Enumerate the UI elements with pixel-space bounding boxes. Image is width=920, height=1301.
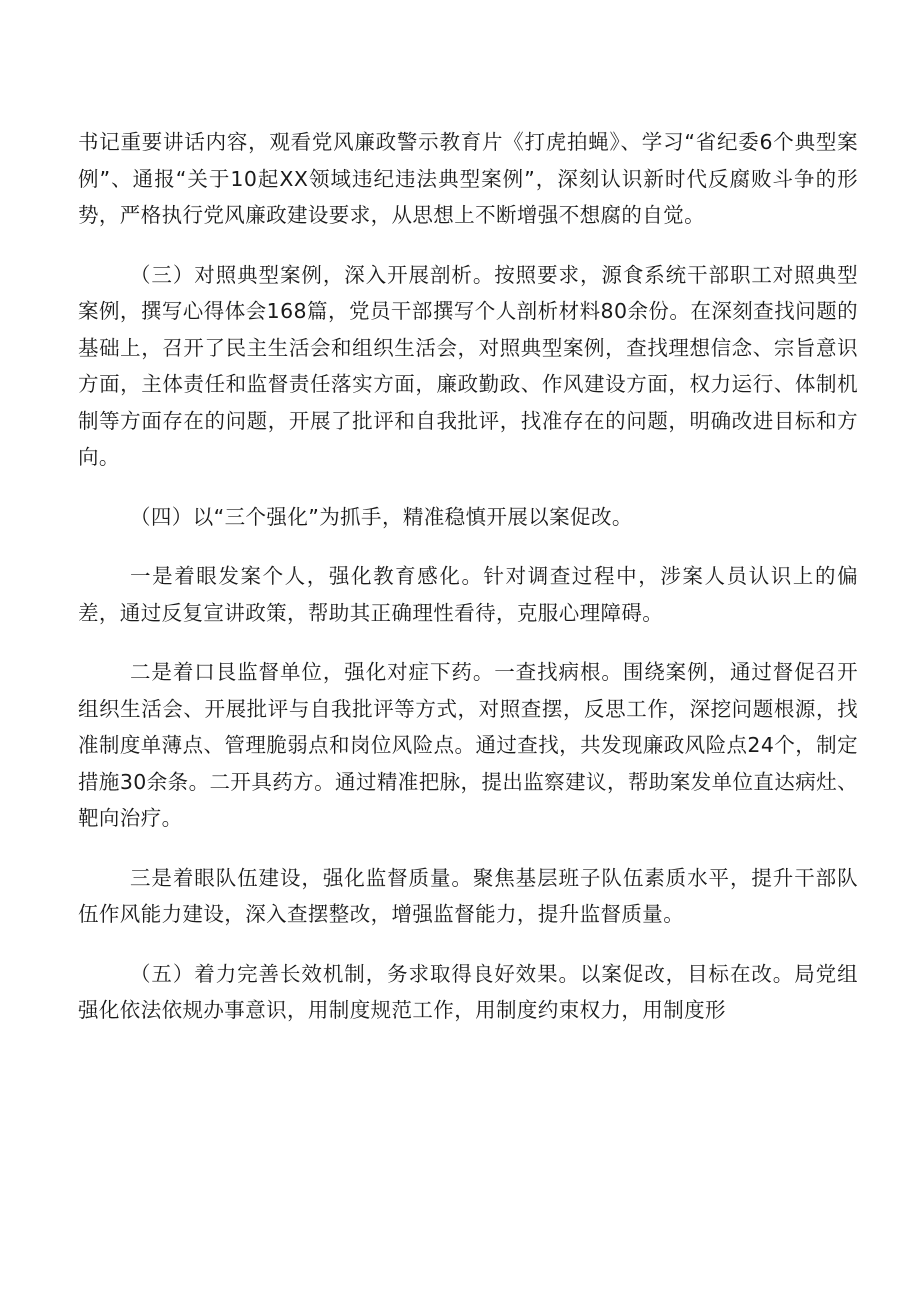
paragraph-section-3-case-analysis: （三）对照典型案例，深入开展剖析。按照要求，源食系统干部职工对照典型案例，撰写心得体会168篇，党员干部撰写个人剖析材料80余份。在深刻查找问题的基础上，召开了民主生活会和组织生活会，对照典型案例，查找理想信念、宗旨意识方面，主体责任和监督责任落实方面，廉政勤政、作风建设方面，权力运行、体制机制等方面存在的问题，开展了批评和自我批评，找准存在的问题，明确改进目标和方向。 — [78, 262, 858, 469]
paragraph-continued-speech-study: 书记重要讲话内容，观看党风廉政警示教育片《打虎拍蝇》、学习“省纪委6个典型案例”、通报“关于10起XX领域违纪违法典型案例”，深刻认识新时代反腐败斗争的形势，严格执行党风廉政建设要求，从思想上不断增强不想腐的自觉。 — [78, 130, 858, 227]
paragraph-section-5-mechanism: （五）着力完善长效机制，务求取得良好效果。以案促改，目标在改。局党组强化依法依规办事意识，用制度规范工作，用制度约束权力，用制度形 — [78, 961, 858, 1022]
paragraph-team-building: 三是着眼队伍建设，强化监督质量。聚焦基层班子队伍素质水平，提升干部队伍作风能力建设，深入查摆整改，增强监督能力，提升监督质量。 — [78, 865, 858, 926]
paragraph-section-4-heading: （四）以“三个强化”为抓手，精准稳慎开展以案促改。 — [130, 504, 633, 529]
document-page — [78, 124, 858, 1052]
paragraph-individual-education: 一是着眼发案个人，强化教育感化。针对调查过程中，涉案人员认识上的偏差，通过反复宣讲政策，帮助其正确理性看待，克服心理障碍。 — [78, 564, 858, 625]
paragraph-unit-supervision: 二是着口艮监督单位，强化对症下药。一查找病根。围绕案例，通过督促召开组织生活会、开展批评与自我批评等方式，对照查摆，反思工作，深挖问题根源，找准制度单薄点、管理脆弱点和岗位风险点。通过查找，共发现廉政风险点24个，制定措施30余条。二开具药方。通过精准把脉，提出监察建议，帮助案发单位直达病灶、靶向治疗。 — [78, 660, 858, 830]
